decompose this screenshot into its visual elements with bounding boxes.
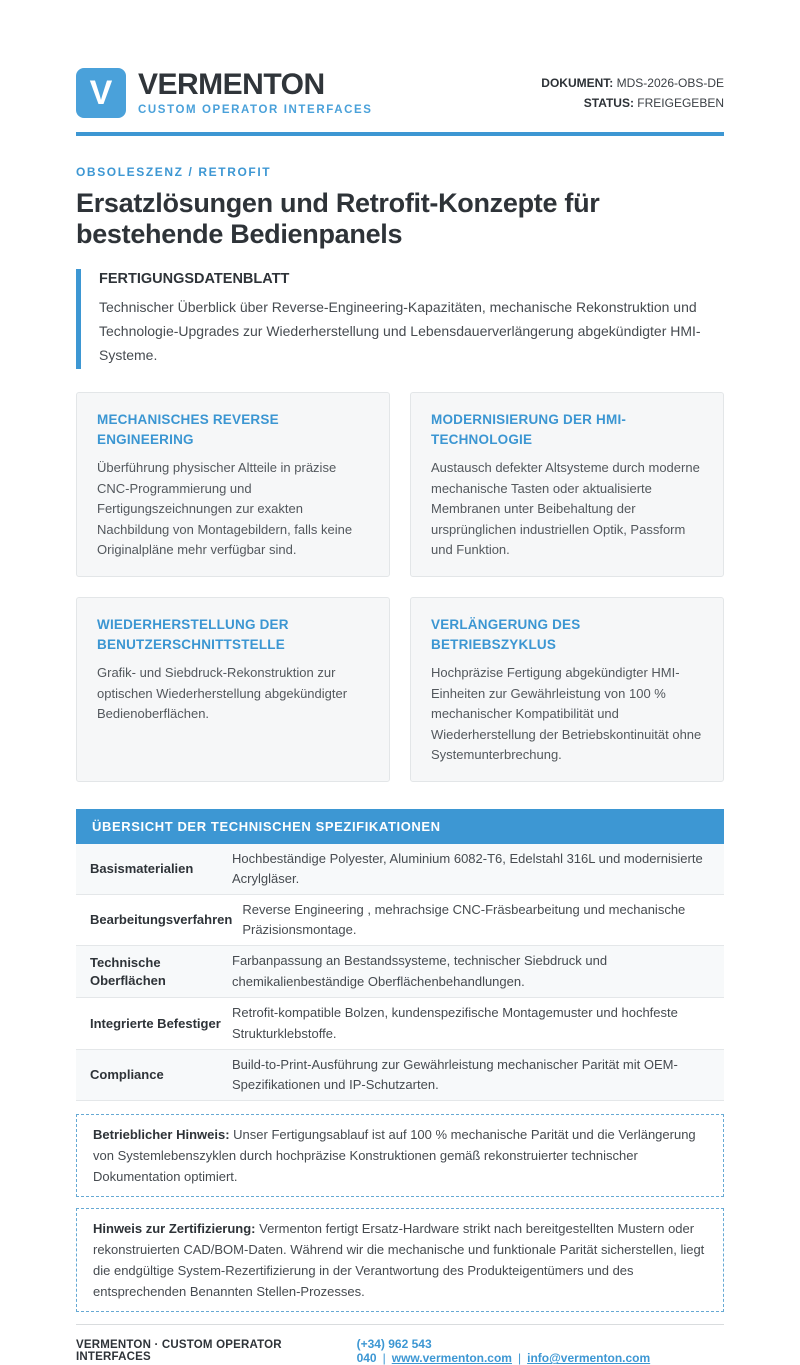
document-footer <box>76 1324 724 1365</box>
intro-block <box>76 269 724 369</box>
card-title: VERLÄNGERUNG DES BETRIEBSZYKLUS <box>431 617 581 652</box>
footer-contact <box>357 1337 724 1365</box>
brand-text <box>138 70 373 116</box>
header-divider <box>76 132 724 136</box>
row-value: Farbanpassung an Bestandssysteme, technischer Siebdruck und chemikalienbeständige Oberflächenbehandlungen. <box>232 953 608 989</box>
notice-certification <box>76 1208 724 1312</box>
feature-card-reverse-engineering <box>76 392 390 577</box>
feature-cards-grid <box>76 392 724 782</box>
notice-operational <box>76 1114 724 1197</box>
row-value: Build-to-Print-Ausführung zur Gewährleistung mechanischer Parität mit OEM-Spezifikationen und IP-Schutzarten. <box>232 1056 678 1092</box>
document-status <box>541 93 724 113</box>
card-body: Hochpräzise Fertigung abgekündigter HMI-Einheiten zur Gewährleistung von 100 % mechanischer Kompatibilität und Wiederherstellung der Betriebskontinuität ohne Systemunterbrechung. <box>431 665 702 763</box>
row-label: Basismaterialien <box>90 861 194 877</box>
intro-title: FERTIGUNGSDATENBLATT <box>99 271 290 287</box>
section-eyebrow: OBSOLESZENZ / RETROFIT <box>76 165 272 179</box>
row-label: Compliance <box>90 1067 164 1083</box>
feature-card-betriebszyklus <box>410 597 724 782</box>
row-value: Reverse Engineering , mehrachsige CNC-Fräsbearbeitung und mechanische Präzisionsmontage. <box>242 902 686 938</box>
notice-body: Vermenton fertigt Ersatz-Hardware strikt nach bereitgestellten Mustern oder rekonstruierten CAD/BOM-Daten. Während wir die mechanische und funktionale Parität sicherstellen, liegt die endgültige System-Rezertifizierung in der Verantwortung des Produkteigentümers und des entsprechenden Benannten Stellen-Prozesses. <box>93 1221 705 1300</box>
intro-body: Technischer Überblick über Reverse-Engineering-Kapazitäten, mechanische Rekonstruktion und Technologie-Upgrades zur Wiederherstellung und Lebensdauerverlängerung abgekündigter HMI-Systeme. <box>99 299 701 364</box>
card-body: Grafik- und Siebdruck-Rekonstruktion zur optischen Wiederherstellung abgekündigter Bedienoberflächen. <box>97 665 348 722</box>
footer-website-link[interactable]: www.vermenton.com <box>391 1351 512 1365</box>
footer-separator: | <box>517 1351 522 1365</box>
feature-card-hmi-modernisierung <box>410 392 724 577</box>
notice-label: Hinweis zur Zertifizierung: <box>93 1221 256 1237</box>
document-meta <box>541 73 724 114</box>
row-value: Retrofit-kompatible Bolzen, kundenspezifische Montagemuster und hochfeste Strukturklebstoffe. <box>232 1005 678 1041</box>
vermenton-logo-icon <box>76 68 126 118</box>
table-row <box>76 895 724 946</box>
page-title: Ersatzlösungen und Retrofit-Konzepte für bestehende Bedienpanels <box>76 188 600 249</box>
footer-phone: (+34) 962 543 040 <box>356 1337 432 1365</box>
card-title: MODERNISIERUNG DER HMI-TECHNOLOGIE <box>431 412 627 447</box>
table-row <box>76 946 724 998</box>
row-label: Bearbeitungsverfahren <box>90 912 233 928</box>
brand-tagline: CUSTOM OPERATOR INTERFACES <box>138 104 373 116</box>
table-row <box>76 844 724 895</box>
card-body: Überführung physischer Altteile in präzise CNC-Programmierung und Fertigungszeichnungen zur exakten Nachbildung von Montagebildern, falls keine Originalpläne mehr verfügbar sind. <box>97 460 353 558</box>
row-value: Hochbeständige Polyester, Aluminium 6082-T6, Edelstahl 316L und modernisierte Acrylgläser. <box>232 850 703 886</box>
footer-separator: | <box>382 1351 386 1365</box>
card-title: MECHANISCHES REVERSE ENGINEERING <box>97 412 279 447</box>
document-number <box>541 73 724 93</box>
document-number-value: MDS-2026-OBS-DE <box>613 75 724 90</box>
spec-table <box>76 809 724 1101</box>
footer-company: VERMENTON · CUSTOM OPERATOR INTERFACES <box>76 1339 282 1364</box>
notice-body: Unser Fertigungsablauf ist auf 100 % mechanische Parität und die Verlängerung von Systemlebenszyklen durch hochpräzise Konstruktionen gemäß rekonstruierter technischer Dokumentation optimiert. <box>93 1127 696 1185</box>
brand-name: VERMENTON <box>138 68 325 101</box>
row-label: Technische Oberflächen <box>90 955 166 988</box>
card-body: Austausch defekter Altsysteme durch moderne mechanische Tasten oder aktualisierte Membranen unter Beibehaltung der ursprünglichen industriellen Optik, Passform und Funktion. <box>431 460 700 558</box>
footer-email-link[interactable]: info@vermenton.com <box>527 1351 651 1365</box>
table-row <box>76 1050 724 1101</box>
document-header <box>76 68 724 118</box>
document-number-label: DOKUMENT: <box>541 75 614 90</box>
document-status-value: FREIGEGEBEN <box>633 96 724 110</box>
row-label: Integrierte Befestiger <box>90 1015 221 1031</box>
logo-letter: V <box>89 74 113 112</box>
brand <box>76 68 373 118</box>
table-row <box>76 998 724 1049</box>
document-status-label: STATUS: <box>583 96 634 110</box>
notice-label: Betrieblicher Hinweis: <box>93 1127 230 1143</box>
card-title: WIEDERHERSTELLUNG DER BENUTZERSCHNITTSTELLE <box>97 617 289 652</box>
feature-card-ui-wiederherstellung <box>76 597 390 782</box>
spec-table-header: ÜBERSICHT DER TECHNISCHEN SPEZIFIKATIONEN <box>76 809 724 844</box>
